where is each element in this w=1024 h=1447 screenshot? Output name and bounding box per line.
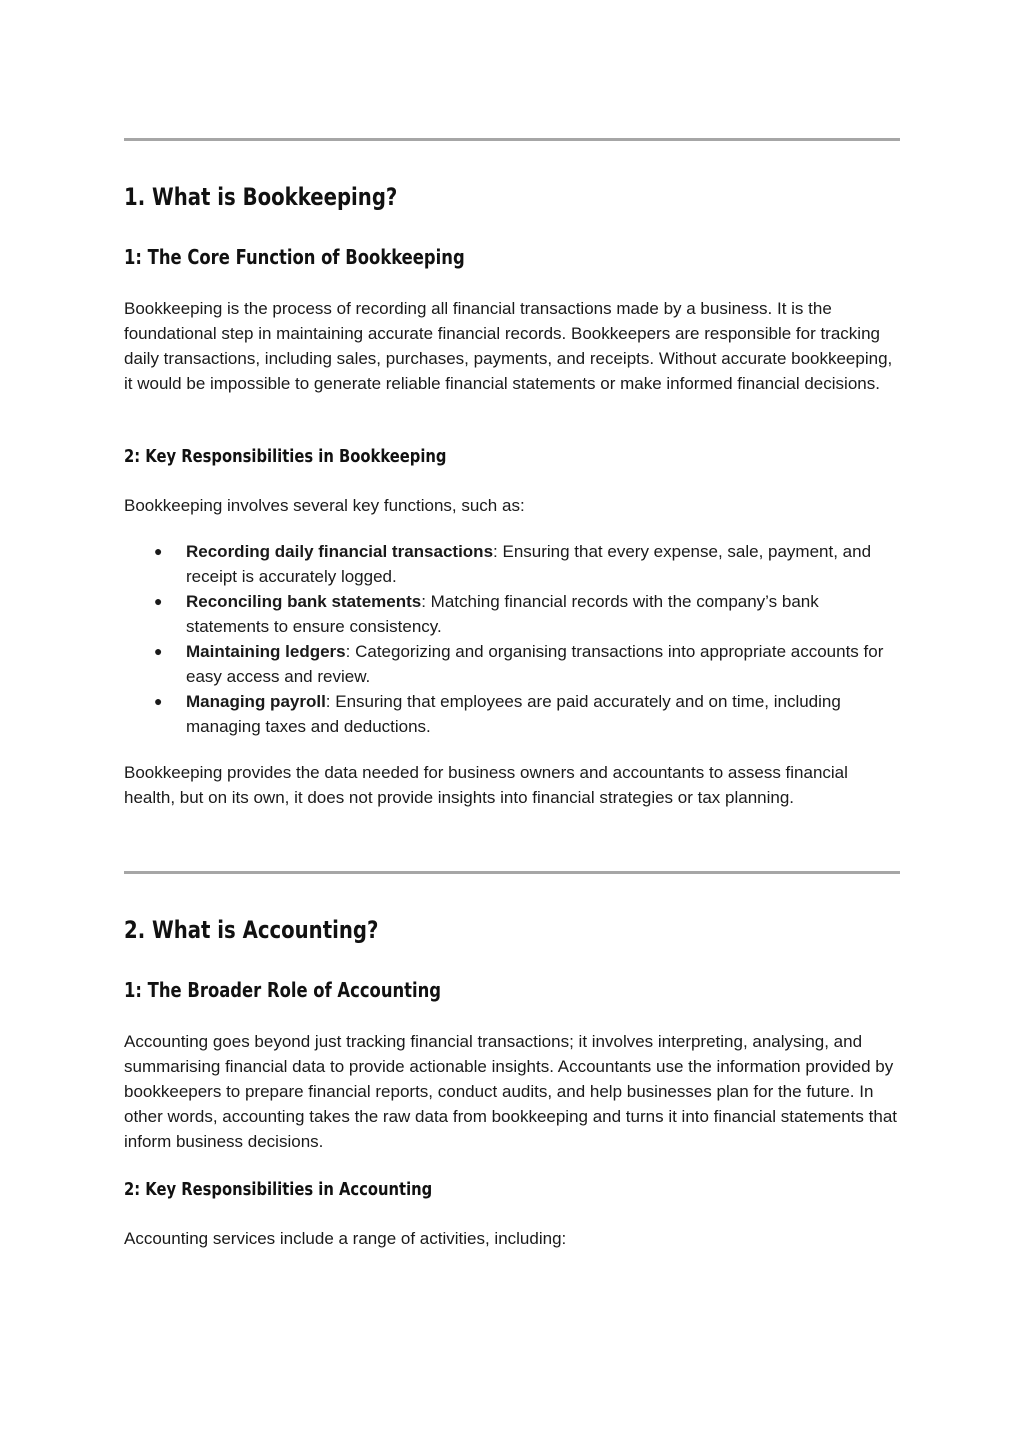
- section2-sub2-title: 2: Key Responsibilities in Accounting: [124, 1179, 433, 1200]
- list-item: [124, 589, 900, 639]
- section2-title: 2. What is Accounting?: [124, 916, 379, 944]
- list-item-term: Maintaining ledgers: [186, 642, 346, 661]
- section1-closing: Bookkeeping provides the data needed for business owners and accountants to assess financial health, but on its own, it does not provide insights into financial strategies or tax planning.: [124, 763, 848, 807]
- section1-sub1-title: 1: The Core Function of Bookkeeping: [124, 245, 465, 269]
- section1-title: 1. What is Bookkeeping?: [124, 183, 398, 211]
- section-divider-top: [124, 138, 900, 141]
- section2-sub1-body: Accounting goes beyond just tracking financial transactions; it involves interpreting, analysing, and summarising financial data to provide actionable insights. Accountants use the information provided by bookkeepers to prepare financial reports, conduct audits, and help businesses plan for the future. In other words, accounting takes the raw data from bookkeeping and turns it into financial statements that inform business decisions.: [124, 1032, 897, 1151]
- section1-sub2-intro: Bookkeeping involves several key functions, such as:: [124, 496, 525, 515]
- list-item-text: : Ensuring that every expense, sale, payment, and receipt is accurately logged.: [186, 542, 872, 586]
- bookkeeping-responsibilities-list: [124, 539, 900, 739]
- list-item-term: Recording daily financial transactions: [186, 542, 494, 561]
- list-item-term: Reconciling bank statements: [186, 592, 422, 611]
- list-item-text: : Matching financial records with the company’s bank statements to ensure consistency.: [186, 592, 819, 636]
- list-item: [124, 539, 900, 589]
- bullet-icon: ●: [154, 543, 163, 559]
- bullet-icon: ●: [154, 693, 163, 709]
- bullet-icon: ●: [154, 643, 163, 659]
- list-item-term: Managing payroll: [186, 692, 326, 711]
- list-item: [124, 639, 900, 689]
- list-item-text: : Categorizing and organising transactions into appropriate accounts for easy access and review.: [186, 642, 884, 686]
- section2-sub1-title: 1: The Broader Role of Accounting: [124, 978, 442, 1002]
- section-divider-middle: [124, 871, 900, 874]
- list-item: [124, 689, 900, 739]
- list-item-text: : Ensuring that employees are paid accurately and on time, including managing taxes and deductions.: [186, 692, 841, 736]
- bullet-icon: ●: [154, 593, 163, 609]
- section1-sub1-body: Bookkeeping is the process of recording all financial transactions made by a business. It is the foundational step in maintaining accurate financial records. Bookkeepers are responsible for tracking daily transactions, including sales, purchases, payments, and receipts. Without accurate bookkeeping, it would be impossible to generate reliable financial statements or make informed financial decisions.: [124, 299, 893, 393]
- section2-sub2-intro: Accounting services include a range of activities, including:: [124, 1229, 567, 1248]
- section1-sub2-title: 2: Key Responsibilities in Bookkeeping: [124, 446, 447, 467]
